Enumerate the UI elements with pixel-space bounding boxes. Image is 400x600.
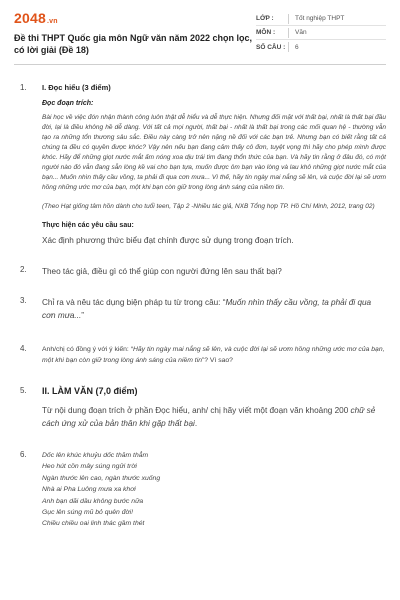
question-5 xyxy=(14,386,386,430)
question-text xyxy=(42,344,386,366)
meta-row-count xyxy=(256,40,386,54)
meta-key: SỐ CÂU : xyxy=(256,43,286,51)
question-4 xyxy=(14,344,386,366)
question-1 xyxy=(14,83,386,247)
meta-value: Văn xyxy=(295,29,307,36)
poem-line: Chiều chiều oai linh thác gầm thét xyxy=(42,520,145,528)
meta-value: 6 xyxy=(295,43,299,51)
question-body xyxy=(34,265,386,278)
header-left xyxy=(14,10,256,56)
poem-line: Gục lên súng mũ bỏ quên đời! xyxy=(42,509,134,517)
meta-divider xyxy=(288,42,289,52)
question-2 xyxy=(14,265,386,278)
question-quote: Hãy tin ngày mai nắng sẽ lên, và cuộc đời lại sẽ ươm hồng những ước mơ của bạn, một khi bạn còn giữ trong lòng ánh sáng của niềm tin xyxy=(42,346,385,364)
task-label: Thực hiện các yêu cầu sau: xyxy=(42,222,134,229)
poem-line: Heo hút cồn mây súng ngửi trời xyxy=(42,463,137,471)
meta-value: Tốt nghiệp THPT xyxy=(295,15,345,22)
question-text-d: sẻ cách ứng xử của bản thân khi gặp thất bại xyxy=(42,406,376,428)
question-body xyxy=(34,296,386,322)
poem-line: Anh bạn dãi dầu không bước nữa xyxy=(42,497,144,505)
header xyxy=(14,10,386,65)
question-6 xyxy=(14,450,386,530)
meta-divider xyxy=(288,28,289,38)
question-text-a: Từ nội dung đoạn trích ở phần Đọc hiểu, anh/ chị hãy viết một đoạn văn khoảng 200 xyxy=(42,406,351,415)
passage-heading: Đọc đoạn trích: xyxy=(42,100,94,107)
poem-line: Ngàn thước lên cao, ngàn thước xuống xyxy=(42,474,161,482)
question-body xyxy=(34,386,386,430)
question-number: 1. xyxy=(20,83,27,92)
question-text-b: chữ xyxy=(350,406,365,415)
question-prefix: Anh/chị có đồng ý với ý kiến: “ xyxy=(42,346,133,353)
logo-main: 2048 xyxy=(14,10,46,26)
section-title-reading: I. Đọc hiểu (3 điểm) xyxy=(42,83,111,92)
task-text: Xác định phương thức biểu đạt chính được sử dụng trong đoạn trích. xyxy=(42,236,294,245)
question-text: Theo tác giả, điều gì có thể giúp con người đứng lên sau thất bại? xyxy=(42,267,282,276)
question-number: 5. xyxy=(20,386,27,395)
document-title: Đề thi THPT Quốc gia môn Ngữ văn năm 2022 chọn lọc, có lời giải (Đề 18) xyxy=(14,33,253,55)
passage-text: Bài học về việc đón nhận thành công luôn thật dễ hiểu và dễ thực hiện. Nhưng đối mặt với thất bại, nhất là thất bại đầu đời, lại là điều không hề dễ dàng. Với tất cả mọi người, thất bại - nhất là thất bại trong các mối quan hệ - thường vẫn tạo ra những tổn thương sâu sắc. Điều này càng trở nên nặng nề đối với các bạn trẻ. Nhưng bạn có biết rằng tất cả chúng ta đều có quyền được khóc? Vậy nên nếu bạn đang cảm thấy cô đơn, tuyệt vọng thì hãy cho phép mình được khóc. Hãy để những giọt nước mắt ấm nóng xoa dịu trái tim đang thổn thức của bạn. Và hãy tin rằng ở đâu đó, có một người nào đó vẫn đang sẵn lòng kề vai cho bạn tựa, muốn được ôm bạn vào lòng và lau khô những giọt nước mắt của bạn... Muốn nhìn thấy cầu vồng, ta phải đi qua cơn mưa... Vì thế, hãy tin ngày mai nắng sẽ lên, và cuộc đời lại sẽ ươm hồng những ước mơ của bạn, một khi bạn còn giữ trong lòng ánh sáng của niềm tin. xyxy=(42,114,386,191)
question-number: 3. xyxy=(20,296,27,305)
question-number: 6. xyxy=(20,450,27,459)
section-title-writing: II. LÀM VĂN (7,0 điểm) xyxy=(42,386,138,396)
logo-tld: .vn xyxy=(46,18,58,25)
question-number: 2. xyxy=(20,265,27,274)
meta-key: LỚP : xyxy=(256,15,274,22)
question-suffix: ”? Vì sao? xyxy=(201,357,233,364)
question-suffix: ” xyxy=(81,311,84,320)
question-quote: Muốn nhìn thấy cầu vồng, ta phải đi qua cơn mưa... xyxy=(42,298,372,320)
poem-line: Dốc lên khúc khuỷu dốc thăm thẳm xyxy=(42,452,149,459)
question-body xyxy=(34,344,386,366)
poem-line: Nhà ai Pha Luông mưa xa khơi xyxy=(42,486,136,494)
question-number: 4. xyxy=(20,344,27,353)
passage-source: (Theo Hạt giống tâm hồn dành cho tuổi teen, Tập 2 -Nhiều tác giả, NXB Tổng hợp TP. Hồ Chí Minh, 2012, trang 02) xyxy=(42,203,375,210)
meta-divider xyxy=(288,14,289,24)
question-3 xyxy=(14,296,386,322)
question-prefix: Chỉ ra và nêu tác dụng biện pháp tu từ trong câu: “ xyxy=(42,298,226,307)
content xyxy=(14,65,386,530)
question-body xyxy=(34,83,386,247)
meta-row-class xyxy=(256,12,386,26)
site-logo[interactable] xyxy=(14,10,256,26)
question-body xyxy=(34,450,386,530)
meta-table xyxy=(256,12,386,54)
question-text xyxy=(42,296,386,322)
question-text xyxy=(42,404,386,430)
meta-row-subject xyxy=(256,26,386,40)
question-text-e: . xyxy=(194,419,198,428)
meta-key: MÔN : xyxy=(256,29,276,36)
